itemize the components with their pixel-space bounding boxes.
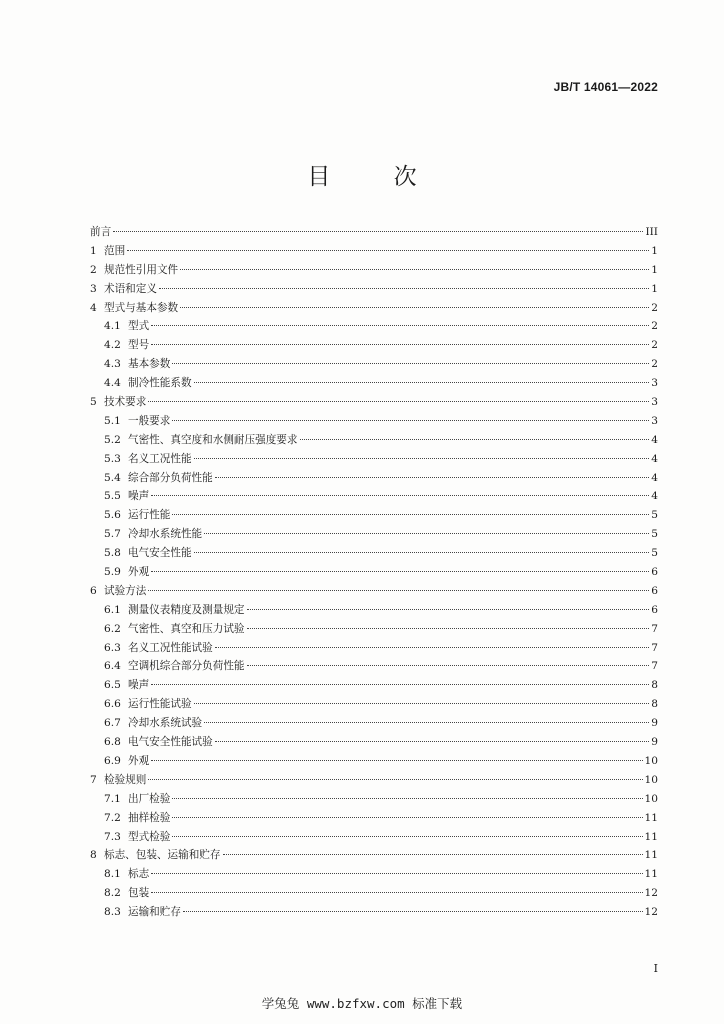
- toc-entry[interactable]: [90, 828, 658, 847]
- toc-entry[interactable]: [90, 676, 658, 695]
- toc-entry[interactable]: [90, 733, 658, 752]
- toc-entry-page: 7: [651, 660, 658, 673]
- toc-entry-label: 型式与基本参数: [104, 301, 179, 314]
- toc-dot-leader: [151, 760, 642, 761]
- toc-entry-label: 标志、包装、运输和贮存: [104, 849, 221, 862]
- toc-entry-page: 11: [644, 849, 658, 862]
- toc-dot-leader: [148, 590, 649, 591]
- toc-dot-leader: [151, 344, 649, 345]
- toc-dot-leader: [300, 439, 650, 440]
- toc-entry-page: 2: [651, 358, 658, 371]
- toc-entry-number: 5.9: [104, 566, 121, 579]
- toc-entry-label: 规范性引用文件: [104, 263, 179, 276]
- toc-entry-page: 10: [644, 792, 658, 805]
- toc-entry[interactable]: [90, 865, 658, 884]
- toc-entry-number: 5.5: [104, 490, 121, 503]
- watermark-text: 学兔兔 www.bzfxw.com 标准下载: [261, 996, 463, 1011]
- toc-entry[interactable]: [90, 639, 658, 658]
- toc-entry[interactable]: [90, 903, 658, 922]
- toc-entry-page: 2: [651, 339, 658, 352]
- toc-dot-leader: [151, 684, 649, 685]
- toc-entry-page: 4: [651, 471, 658, 484]
- toc-entry-number: 7.1: [104, 792, 121, 805]
- toc-dot-leader: [180, 269, 649, 270]
- toc-entry[interactable]: [90, 752, 658, 771]
- toc-dot-leader: [148, 779, 642, 780]
- toc-entry-number: 4: [90, 301, 97, 314]
- toc-entry[interactable]: [90, 714, 658, 733]
- toc-entry-label: 包装: [128, 887, 150, 900]
- toc-dot-leader: [194, 703, 650, 704]
- toc-entry-label: 运行性能试验: [128, 698, 192, 711]
- toc-entry-page: III: [645, 226, 658, 238]
- toc-entry-number: 7.3: [104, 830, 121, 843]
- toc-entry-label: 冷却水系统性能: [128, 528, 203, 541]
- toc-entry[interactable]: [90, 393, 658, 412]
- toc-entry-page: 2: [651, 301, 658, 314]
- toc-dot-leader: [215, 477, 650, 478]
- toc-entry-label: 型号: [128, 339, 150, 352]
- toc-entry-page: 5: [651, 509, 658, 522]
- toc-dot-leader: [215, 741, 650, 742]
- toc-entry[interactable]: [90, 299, 658, 318]
- toc-entry-page: 11: [644, 811, 658, 824]
- toc-entry-number: 6.7: [104, 717, 121, 730]
- toc-entry[interactable]: [90, 336, 658, 355]
- standard-code: JB/T 14061—2022: [553, 80, 658, 94]
- toc-dot-leader: [215, 647, 650, 648]
- toc-entry-label: 检验规则: [104, 773, 147, 786]
- toc-entry-label: 外观: [128, 566, 150, 579]
- toc-entry-label: 制冷性能系数: [128, 377, 192, 390]
- toc-dot-leader: [159, 288, 649, 289]
- toc-entry[interactable]: [90, 525, 658, 544]
- toc-entry-number: 1: [90, 244, 97, 257]
- toc-dot-leader: [151, 571, 649, 572]
- toc-entry-label: 外观: [128, 754, 150, 767]
- toc-entry[interactable]: [90, 242, 658, 261]
- toc-entry-page: 8: [651, 679, 658, 692]
- toc-entry-number: 4.4: [104, 377, 121, 390]
- toc-dot-leader: [172, 420, 649, 421]
- toc-entry-page: 5: [651, 528, 658, 541]
- toc-entry-label: 试验方法: [104, 584, 147, 597]
- toc-dot-leader: [113, 231, 643, 232]
- toc-dot-leader: [172, 836, 642, 837]
- toc-entry-number: 8.3: [104, 906, 121, 919]
- toc-entry-number: 5.6: [104, 509, 121, 522]
- toc-entry[interactable]: [90, 469, 658, 488]
- toc-dot-leader: [172, 798, 642, 799]
- toc-entry[interactable]: [90, 563, 658, 582]
- table-of-contents: [90, 223, 658, 922]
- toc-entry-label: 标志: [128, 868, 150, 881]
- toc-entry-page: 1: [651, 263, 658, 276]
- toc-entry-label: 空调机综合部分负荷性能: [128, 660, 245, 673]
- toc-dot-leader: [204, 722, 649, 723]
- toc-entry-label: 运输和贮存: [128, 906, 181, 919]
- toc-entry[interactable]: [90, 846, 658, 865]
- toc-entry-number: 6.2: [104, 622, 121, 635]
- toc-entry-label: 噪声: [128, 490, 150, 503]
- toc-entry-number: 5: [90, 396, 97, 409]
- toc-entry-number: 5.3: [104, 452, 121, 465]
- toc-entry-label: 气密性、真空度和水侧耐压强度要求: [128, 433, 298, 446]
- toc-entry-label: 范围: [104, 244, 126, 257]
- toc-dot-leader: [172, 817, 642, 818]
- toc-entry-label: 术语和定义: [104, 282, 157, 295]
- toc-entry-number: 8: [90, 849, 97, 862]
- toc-dot-leader: [194, 382, 650, 383]
- toc-entry-label: 前言: [90, 226, 112, 238]
- toc-entry[interactable]: [90, 261, 658, 280]
- toc-entry-number: 5.2: [104, 433, 121, 446]
- toc-entry-page: 6: [651, 566, 658, 579]
- toc-entry-label: 型式: [128, 320, 150, 333]
- toc-entry-label: 电气安全性能: [128, 547, 192, 560]
- toc-dot-leader: [172, 514, 649, 515]
- toc-entry-page: 10: [644, 754, 658, 767]
- toc-entry-label: 型式检验: [128, 830, 171, 843]
- toc-entry-number: 6.6: [104, 698, 121, 711]
- toc-entry-page: 9: [651, 717, 658, 730]
- toc-entry-number: 6.8: [104, 736, 121, 749]
- toc-entry-number: 5.4: [104, 471, 121, 484]
- toc-entry-number: 4.1: [104, 320, 121, 333]
- toc-entry-number: 7: [90, 773, 97, 786]
- toc-dot-leader: [151, 892, 642, 893]
- toc-entry-number: 7.2: [104, 811, 121, 824]
- toc-entry-label: 出厂检验: [128, 792, 171, 805]
- toc-entry-number: 6.4: [104, 660, 121, 673]
- toc-entry-page: 12: [644, 887, 658, 900]
- toc-entry[interactable]: [90, 601, 658, 620]
- toc-dot-leader: [204, 533, 649, 534]
- toc-entry-page: 7: [651, 622, 658, 635]
- toc-entry-label: 抽样检验: [128, 811, 171, 824]
- toc-entry-label: 气密性、真空和压力试验: [128, 622, 245, 635]
- toc-entry-number: 6.9: [104, 754, 121, 767]
- toc-dot-leader: [151, 495, 649, 496]
- toc-entry[interactable]: [90, 355, 658, 374]
- toc-entry[interactable]: [90, 544, 658, 563]
- toc-entry-number: 2: [90, 263, 97, 276]
- toc-dot-leader: [247, 665, 650, 666]
- toc-entry[interactable]: [90, 431, 658, 450]
- toc-entry-page: 3: [651, 414, 658, 427]
- toc-entry-page: 4: [651, 490, 658, 503]
- toc-entry-number: 5.1: [104, 414, 121, 427]
- toc-entry-page: 9: [651, 736, 658, 749]
- toc-entry-label: 技术要求: [104, 396, 147, 409]
- toc-entry-page: 3: [651, 377, 658, 390]
- toc-entry-number: 5.8: [104, 547, 121, 560]
- page-number: I: [653, 962, 658, 975]
- toc-entry-page: 1: [651, 282, 658, 295]
- toc-entry-number: 8.2: [104, 887, 121, 900]
- toc-entry-label: 冷却水系统试验: [128, 717, 203, 730]
- toc-entry[interactable]: [90, 450, 658, 469]
- toc-entry-page: 11: [644, 868, 658, 881]
- toc-entry-page: 5: [651, 547, 658, 560]
- toc-entry[interactable]: [90, 657, 658, 676]
- toc-entry[interactable]: [90, 412, 658, 431]
- toc-entry-page: 2: [651, 320, 658, 333]
- toc-dot-leader: [151, 873, 642, 874]
- toc-entry-number: 3: [90, 282, 97, 295]
- toc-entry[interactable]: [90, 280, 658, 299]
- toc-entry-number: 6.1: [104, 603, 121, 616]
- toc-entry-label: 基本参数: [128, 358, 171, 371]
- toc-entry-number: 4.2: [104, 339, 121, 352]
- toc-dot-leader: [180, 307, 649, 308]
- page-title: 目 次: [307, 164, 445, 190]
- toc-dot-leader: [172, 363, 649, 364]
- toc-entry-label: 一般要求: [128, 414, 171, 427]
- toc-entry-page: 3: [651, 396, 658, 409]
- toc-entry-page: 11: [644, 830, 658, 843]
- toc-entry[interactable]: [90, 506, 658, 525]
- toc-entry-number: 4.3: [104, 358, 121, 371]
- toc-entry[interactable]: [90, 223, 658, 242]
- toc-entry-page: 10: [644, 773, 658, 786]
- toc-entry-label: 噪声: [128, 679, 150, 692]
- toc-entry-label: 名义工况性能试验: [128, 641, 213, 654]
- toc-entry-page: 12: [644, 906, 658, 919]
- toc-entry-number: 8.1: [104, 868, 121, 881]
- toc-dot-leader: [183, 911, 643, 912]
- toc-entry-label: 综合部分负荷性能: [128, 471, 213, 484]
- toc-entry-page: 4: [651, 433, 658, 446]
- toc-entry[interactable]: [90, 771, 658, 790]
- toc-dot-leader: [223, 854, 643, 855]
- toc-dot-leader: [194, 552, 650, 553]
- toc-entry[interactable]: [90, 582, 658, 601]
- toc-entry[interactable]: [90, 884, 658, 903]
- toc-dot-leader: [151, 325, 649, 326]
- toc-entry-label: 名义工况性能: [128, 452, 192, 465]
- toc-entry-page: 6: [651, 584, 658, 597]
- toc-dot-leader: [194, 458, 650, 459]
- toc-entry-number: 6.5: [104, 679, 121, 692]
- toc-entry-number: 6.3: [104, 641, 121, 654]
- toc-entry[interactable]: [90, 374, 658, 393]
- toc-entry-number: 6: [90, 584, 97, 597]
- toc-entry-label: 电气安全性能试验: [128, 736, 213, 749]
- toc-entry[interactable]: [90, 790, 658, 809]
- toc-dot-leader: [127, 250, 649, 251]
- toc-dot-leader: [247, 609, 650, 610]
- toc-entry-page: 6: [651, 603, 658, 616]
- toc-dot-leader: [247, 628, 650, 629]
- toc-entry[interactable]: [90, 695, 658, 714]
- toc-entry-page: 8: [651, 698, 658, 711]
- toc-entry-label: 测量仪表精度及测量规定: [128, 603, 245, 616]
- toc-entry-page: 7: [651, 641, 658, 654]
- toc-entry-number: 5.7: [104, 528, 121, 541]
- toc-dot-leader: [148, 401, 649, 402]
- toc-entry[interactable]: [90, 809, 658, 828]
- toc-entry-page: 1: [651, 244, 658, 257]
- toc-entry[interactable]: [90, 487, 658, 506]
- toc-entry-page: 4: [651, 452, 658, 465]
- toc-entry-label: 运行性能: [128, 509, 171, 522]
- toc-entry[interactable]: [90, 620, 658, 639]
- toc-entry[interactable]: [90, 317, 658, 336]
